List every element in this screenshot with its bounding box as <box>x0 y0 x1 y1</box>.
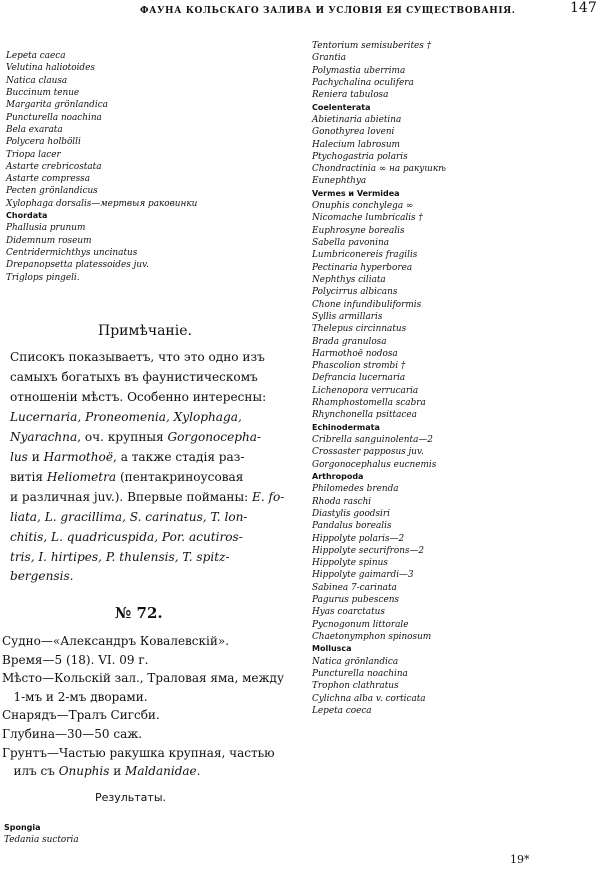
text-line <box>2 688 302 707</box>
text-line <box>10 428 300 448</box>
species-entry: Phascolion strombi † <box>312 361 406 372</box>
text-line <box>10 408 300 428</box>
species-entry: Lichenopora verrucaria <box>312 385 419 396</box>
italic-taxon-name: Harmothoë <box>43 449 113 464</box>
left-species-list <box>6 50 296 284</box>
right-species-list <box>312 40 600 717</box>
species-entry: Lumbriconereis fragilis <box>312 250 418 261</box>
text-run: , оч. крупныя <box>77 429 168 444</box>
species-entry: Natica clausa <box>6 75 68 86</box>
running-header: ФАУНА КОЛЬСКАГО ЗАЛИВА И УСЛОВІЯ ЕЯ СУЩЕСТВОВАНІЯ. <box>140 6 516 16</box>
text-line <box>2 632 302 651</box>
species-entry: Centridermichthys uncinatus <box>6 248 138 258</box>
page-number: 147 <box>570 0 597 16</box>
species-entry: Lepeta caeca <box>6 51 66 61</box>
text-line <box>10 488 300 508</box>
species-entry: Gonothyrea loveni <box>312 127 395 138</box>
species-entry: Gorgonocephalus eucnemis <box>312 459 437 470</box>
taxon-group-heading: Arthropoda <box>312 471 364 481</box>
species-entry: Euphrosyne borealis <box>312 225 405 236</box>
species-entry: Rhoda raschi <box>312 496 372 507</box>
species-entry: Eunephthya <box>312 176 367 187</box>
species-entry: Cribrella sanguinolenta—2 <box>312 435 433 445</box>
italic-taxon-name: Lucernaria, Proneomenia, Xylophaga, <box>10 409 242 424</box>
species-entry: Pagurus pubescens <box>312 595 399 606</box>
text-run: Грунтъ—Частью ракушка крупная, частью <box>2 745 275 760</box>
text-run: Мѣсто—Кольскій зал., Траловая яма, между <box>2 671 285 686</box>
italic-taxon-name: chitis, L. quadricuspida, Por. acutiros- <box>10 529 243 544</box>
species-entry: Hyas coarctatus <box>312 607 385 618</box>
italic-taxon-name: bergensis. <box>10 569 74 584</box>
italic-taxon-name: liata, L. gracillima, S. carinatus, T. lon- <box>10 509 248 524</box>
text-run: отношеніи мѣстъ. Особенно интересны: <box>10 389 267 404</box>
text-line <box>10 388 300 408</box>
text-line <box>10 528 300 548</box>
text-run: Снарядъ—Тралъ Сигсби. <box>2 708 160 723</box>
species-entry: Hippolyte spinus <box>312 558 388 569</box>
species-entry: Ptychogastria polaris <box>312 151 408 162</box>
species-entry: Natica grönlandica <box>312 656 399 667</box>
species-entry: Halecium labrosum <box>312 139 400 150</box>
species-entry: Astarte crebricostata <box>6 161 102 172</box>
species-entry: Drepanopsetta platessoides juv. <box>6 260 149 271</box>
text-line <box>10 567 300 587</box>
italic-taxon-name: Gorgonocepha- <box>167 429 262 444</box>
species-entry: Astarte compressa <box>6 174 91 185</box>
species-entry: Puncturella noachina <box>312 668 408 679</box>
species-entry: Syllis armillaris <box>312 311 383 322</box>
text-line <box>2 651 302 670</box>
text-line <box>2 725 302 744</box>
species-entry: Triopa lacer <box>6 149 61 160</box>
text-line <box>2 706 302 725</box>
text-run: и <box>109 764 126 779</box>
species-entry: Chaetonymphon spinosum <box>312 632 432 642</box>
species-entry: Xylophaga dorsalis—мертвыя раковинки <box>6 198 198 209</box>
station-details <box>2 632 302 781</box>
species-entry: Phallusia prunum <box>6 223 86 234</box>
italic-taxon-name: Nyarachna <box>10 429 78 444</box>
species-entry: Chone infundibuliformis <box>312 299 422 310</box>
species-entry: Chondractinia ∞ на ракушкѣ <box>312 164 446 175</box>
note-paragraph <box>10 348 300 587</box>
text-run: Время—5 (18). VI. 09 г. <box>2 652 149 667</box>
signature-mark: 19* <box>510 853 530 866</box>
species-entry: Hippolyte gaimardi—3 <box>312 570 414 581</box>
species-entry: Pachychalina oculifera <box>312 77 414 88</box>
italic-taxon-name: tris, I. hirtipes, P. thulensis, T. spitz- <box>10 549 230 564</box>
species-entry: Harmothoë nodosa <box>312 348 398 359</box>
text-run: Списокъ показываетъ, что это одно изъ <box>10 350 265 364</box>
text-line <box>2 669 302 688</box>
species-entry: Margarita grönlandica <box>6 100 108 111</box>
species-entry: Tedania suctoria <box>4 835 79 846</box>
species-entry: Sabinea 7-carinata <box>312 582 397 593</box>
taxon-group-heading: Spongia <box>4 823 41 832</box>
taxon-group-heading: Mollusca <box>312 644 352 654</box>
species-entry: Pandalus borealis <box>312 521 392 532</box>
species-entry: Puncturella noachina <box>6 112 102 123</box>
taxon-group-heading: Chordata <box>6 211 48 221</box>
text-run: илъ съ <box>2 764 59 779</box>
italic-taxon-name: Onuphis <box>58 764 110 779</box>
species-entry: Hippolyte securifrons—2 <box>312 545 425 556</box>
species-entry: Pycnogonum littorale <box>312 619 409 630</box>
species-entry: Lepeta coeca <box>312 705 372 716</box>
species-entry: Bela exarata <box>6 124 63 135</box>
text-line <box>10 368 300 388</box>
species-entry: Nephthys ciliata <box>312 274 386 285</box>
species-entry: Grantia <box>312 53 347 64</box>
italic-taxon-name: E. fo- <box>252 489 285 504</box>
text-line <box>2 762 302 781</box>
text-run: (пентакриноусовая <box>116 469 244 484</box>
text-line <box>10 448 300 468</box>
text-run: витія <box>10 469 47 484</box>
italic-taxon-name: Heliometra <box>46 469 117 484</box>
text-run: и <box>27 449 44 464</box>
text-run: Судно—«Александръ Ковалевскій». <box>2 634 230 648</box>
species-entry: Buccinum tenue <box>6 87 80 98</box>
text-line <box>2 744 302 763</box>
italic-taxon-name: lus <box>10 449 28 464</box>
results-heading: Результаты. <box>95 791 167 804</box>
species-entry: Hippolyte polaris—2 <box>312 533 405 544</box>
taxon-group-heading: Vermes и Vermidea <box>312 188 400 198</box>
species-entry: Philomedes brenda <box>312 484 399 495</box>
species-entry: Rhamphostomella scabra <box>312 398 426 409</box>
italic-taxon-name: Maldanidae <box>125 764 197 779</box>
text-run: самыхъ богатыхъ въ фаунистическомъ <box>10 369 258 384</box>
species-entry: Tentorium semisuberites † <box>312 41 432 51</box>
text-line <box>10 468 300 488</box>
species-entry: Velutina haliotoides <box>6 63 95 74</box>
results-list-start <box>4 822 79 847</box>
species-entry: Trophon clathratus <box>312 681 399 692</box>
species-entry: Nicomache lumbricalis † <box>312 213 423 224</box>
species-entry: Polycirrus albicans <box>312 287 398 298</box>
species-entry: Thelepus circinnatus <box>312 324 407 335</box>
species-entry: Onuphis conchylega ∞ <box>312 201 414 212</box>
text-run: 1-мъ и 2-мъ дворами. <box>2 689 148 704</box>
species-entry: Cylichna alba v. corticata <box>312 693 426 704</box>
species-entry: Diastylis goodsiri <box>312 508 390 519</box>
text-line <box>10 508 300 528</box>
species-entry: Defrancia lucernaria <box>312 373 406 384</box>
species-entry: Didemnum roseum <box>6 235 92 246</box>
species-entry: Pectinaria hyperborea <box>312 262 413 273</box>
species-entry: Crossaster papposus juv. <box>312 447 424 458</box>
text-run: . <box>196 764 201 779</box>
taxon-group-heading: Coelenterata <box>312 102 371 112</box>
species-entry: Polymastia uberrima <box>312 65 406 76</box>
species-entry: Polycera holbölli <box>6 137 81 148</box>
text-line <box>10 348 300 368</box>
species-entry: Triglops pingeli. <box>6 272 80 283</box>
station-number: № 72. <box>115 604 163 622</box>
species-entry: Pecten grönlandicus <box>6 186 98 197</box>
text-run: и различная juv.). Впервые пойманы: <box>10 489 253 504</box>
species-entry: Abietinaria abietina <box>312 114 402 125</box>
species-entry: Brada granulosa <box>312 336 387 347</box>
taxon-group-heading: Echinodermata <box>312 422 380 432</box>
text-line <box>10 548 300 568</box>
text-run: , а также стадія раз- <box>113 449 245 464</box>
species-entry: Rhynchonella psittacea <box>312 410 417 421</box>
note-title: Примѣчаніе. <box>98 323 192 339</box>
text-run: Глубина—30—50 саж. <box>2 726 143 741</box>
species-entry: Sabella pavonina <box>312 238 389 248</box>
species-entry: Reniera tabulosa <box>312 90 389 101</box>
